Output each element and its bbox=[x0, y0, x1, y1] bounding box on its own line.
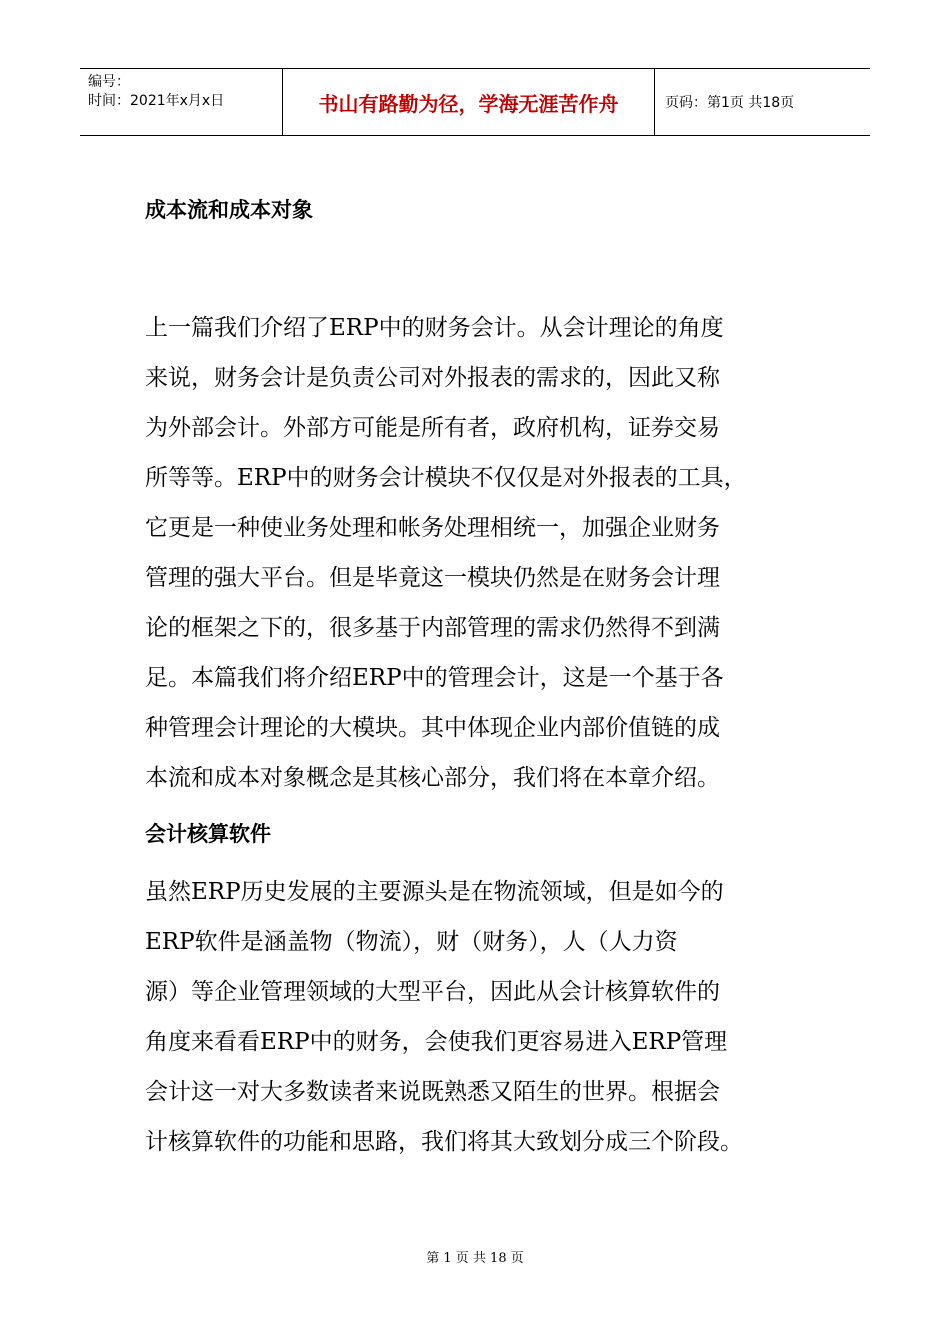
paragraph-line: 足。本篇我们将介绍ERP中的管理会计，这是一个基于各 bbox=[145, 665, 724, 691]
page-header bbox=[80, 68, 870, 136]
paragraph-line: 它更是一种使业务处理和帐务处理相统一，加强企业财务 bbox=[145, 515, 720, 541]
paragraph-line: 会计这一对大多数读者来说既熟悉又陌生的世界。根据会 bbox=[145, 1079, 720, 1105]
section-heading: 会计核算软件 bbox=[145, 822, 271, 846]
paragraph-line: 上一篇我们介绍了ERP中的财务会计。从会计理论的角度 bbox=[145, 315, 724, 341]
document-date: 时间：2021年x月x日 bbox=[88, 93, 225, 109]
paragraph-line: 角度来看看ERP中的财务，会使我们更容易进入ERP管理 bbox=[145, 1029, 728, 1055]
paragraph-intro bbox=[145, 303, 817, 803]
paragraph-line: ERP软件是涵盖物（物流），财（财务），人（人力资 bbox=[145, 929, 678, 955]
paragraph-line: 虽然ERP历史发展的主要源头是在物流领域，但是如今的 bbox=[145, 879, 724, 905]
document-number-label: 编号： bbox=[88, 74, 130, 90]
header-meta bbox=[80, 69, 282, 135]
paragraph-accounting-software bbox=[145, 867, 817, 1167]
header-motto: 书山有路勤为径，学海无涯苦作舟 bbox=[282, 69, 655, 135]
paragraph-line: 种管理会计理论的大模块。其中体现企业内部价值链的成 bbox=[145, 715, 720, 741]
paragraph-line: 管理的强大平台。但是毕竟这一模块仍然是在财务会计理 bbox=[145, 565, 720, 591]
document-title: 成本流和成本对象 bbox=[145, 198, 313, 222]
paragraph-line: 本流和成本对象概念是其核心部分，我们将在本章介绍。 bbox=[145, 765, 720, 791]
paragraph-line: 所等等。ERP中的财务会计模块不仅仅是对外报表的工具， bbox=[145, 465, 747, 491]
paragraph-line: 论的框架之下的，很多基于内部管理的需求仍然得不到满 bbox=[145, 615, 720, 641]
paragraph-line: 源）等企业管理领域的大型平台，因此从会计核算软件的 bbox=[145, 979, 720, 1005]
paragraph-line: 为外部会计。外部方可能是所有者，政府机构，证券交易 bbox=[145, 415, 720, 441]
paragraph-line: 计核算软件的功能和思路，我们将其大致划分成三个阶段。 bbox=[145, 1129, 743, 1155]
page-footer: 第 1 页 共 18 页 bbox=[426, 1251, 524, 1266]
header-page-info: 页码：第1页 共18页 bbox=[665, 95, 795, 111]
paragraph-line: 来说，财务会计是负责公司对外报表的需求的，因此又称 bbox=[145, 365, 720, 391]
